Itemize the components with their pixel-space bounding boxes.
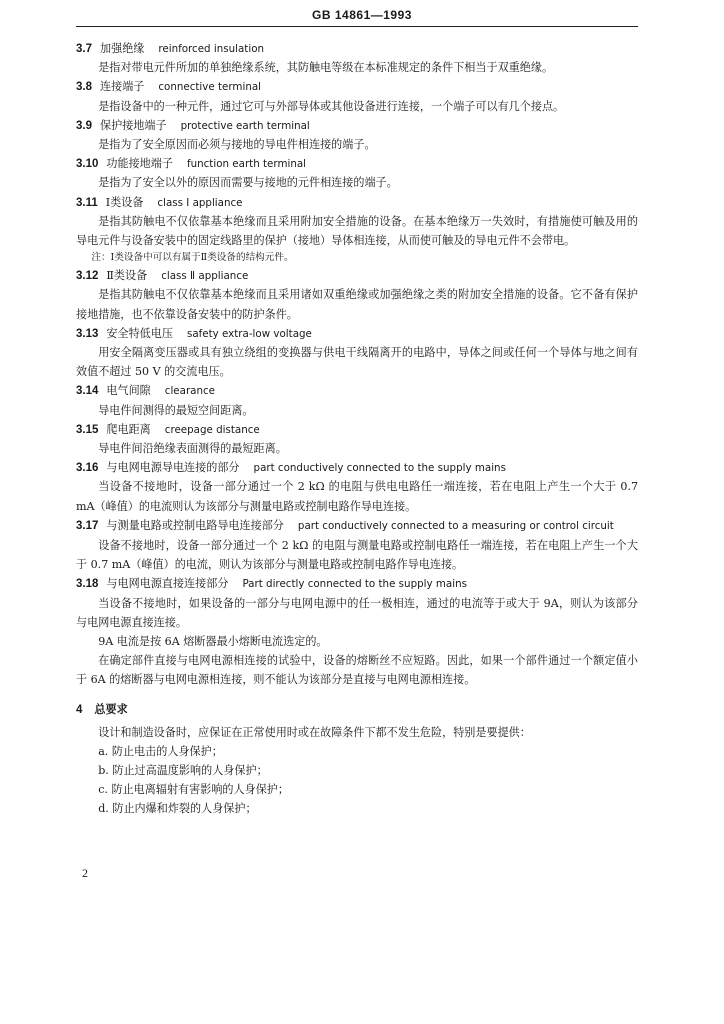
term-en: connective terminal (158, 81, 262, 94)
clause-number: 3.18 (76, 578, 99, 591)
term-en: creepage distance (164, 423, 260, 436)
section-intro: 设计和制造设备时，应保证在正常使用时或在故障条件下都不发生危险，特别是要提供： (98, 725, 531, 739)
term-en: part conductively connected to a measuring or control circuit (297, 519, 614, 532)
definition-heading (76, 420, 638, 439)
term-cn: 保护接地端子 (100, 118, 167, 132)
definition-heading (76, 574, 638, 593)
definition-text: 9A 电流是按 6A 熔断器最小熔断电流选定的。 (98, 634, 328, 648)
page-number: 2 (82, 866, 88, 880)
term-cn: 与测量电路或控制电路导电连接部分 (106, 518, 284, 532)
term-en: reinforced insulation (158, 43, 265, 55)
list-item-text: 防止内爆和炸裂的人身保护； (112, 802, 257, 816)
definition-text: 当设备不接地时，如果设备的一部分与电网电源中的任一极相连，通过的电流等于或大于 9A，则认为该部分与电网电源直接连接。 (76, 596, 638, 629)
definition-heading (76, 77, 638, 96)
clause-number: 3.16 (76, 462, 99, 475)
list-item-label: a. (98, 744, 109, 758)
list-item-text: 防止电离辐射有害影响的人身保护； (111, 783, 289, 797)
clause-number: 3.14 (76, 385, 99, 398)
section-title: 总要求 (94, 702, 128, 716)
clause-number: 3.12 (76, 270, 99, 283)
definition-heading (76, 381, 638, 400)
list-item (76, 761, 638, 780)
requirement-list (76, 742, 638, 819)
page-body (76, 39, 638, 819)
definition-heading (76, 39, 638, 58)
definition-heading (76, 116, 638, 135)
term-en: clearance (164, 385, 216, 398)
definition-text: 当设备不接地时，设备一部分通过一个 2 kΩ 的电阻与供电电路任一端连接，若在电阻上产生一个大于 0.7 mA（峰值）的电流则认为该部分与测量电路或控制电路作导电连接。 (76, 480, 638, 513)
term-en: part conductively connected to the supply mains (253, 462, 506, 475)
list-item-label: d. (98, 802, 109, 816)
definition-heading (76, 324, 638, 343)
definition-heading (76, 154, 638, 173)
term-en: Part directly connected to the supply mains (242, 578, 467, 591)
term-cn: 与电网电源直接连接部分 (106, 577, 229, 591)
term-cn: Ⅰ类设备 (105, 195, 144, 209)
term-cn: 爬电距离 (106, 422, 151, 436)
definition-heading (76, 266, 638, 285)
term-en: safety extra-low voltage (186, 327, 312, 340)
list-item (76, 742, 638, 761)
definition-text: 设备不接地时，设备一部分通过一个 2 kΩ 的电阻与测量电路或控制电路任一端连接，若在电阻上产生一个大于 0.7 mA（峰值）的电流，则认为该部分与测量电路或控制电路作导电连接。 (76, 538, 638, 572)
definition-text: 是指设备中的一种元件，通过它可与外部导体或其他设备进行连接，一个端子可以有几个接点。 (98, 99, 565, 113)
section-gap (76, 690, 638, 700)
term-en: protective earth terminal (180, 119, 310, 132)
header-rule (76, 26, 638, 27)
definition-text: 是指为了安全以外的原因而需要与接地的元件相连接的端子。 (98, 176, 398, 190)
list-item-text: 防止电击的人身保护； (111, 744, 223, 758)
section-heading (76, 700, 638, 719)
term-cn: 电气间隙 (106, 384, 151, 398)
term-cn: Ⅱ类设备 (106, 269, 148, 283)
clause-number: 3.9 (76, 119, 92, 132)
term-cn: 加强绝缘 (100, 42, 145, 55)
definition-text: 导电件间沿绝缘表面测得的最短距离。 (98, 441, 287, 455)
definition-text: 在确定部件直接与电网电源相连接的试验中，设备的熔断丝不应短路。因此，如果一个部件通过一个额定值小于 6A 的熔断器与电网电源相连接，则不能认为该部分是直接与电网电源相连接。 (76, 654, 638, 687)
clause-number: 3.17 (76, 519, 99, 532)
definition-note: 注：Ⅰ类设备中可以有属于Ⅱ类设备的结构元件。 (91, 252, 294, 264)
definition-heading (76, 516, 638, 536)
definition-heading (76, 458, 638, 477)
term-en: function earth terminal (186, 158, 307, 171)
definition-heading (76, 193, 638, 212)
list-item-text: 防止过高温度影响的人身保护； (112, 764, 268, 778)
definition-text: 是指其防触电不仅依靠基本绝缘而且采用附加安全措施的设备。在基本绝缘万一失效时，有措施使可触及用的导电元件与设备安装中的固定线路里的保护（接地）导体相连接，从而使可触及的导电元件不会带电。 (76, 214, 638, 247)
definition-text: 用安全隔离变压器或具有独立绕组的变换器与供电干线隔离开的电路中，导体之间或任何一个导体与地之间有效值不超过 50 V 的交流电压。 (76, 345, 638, 379)
definition-text: 导电件间测得的最短空间距离。 (98, 403, 254, 417)
term-en: class Ⅱ appliance (161, 270, 249, 283)
page-header-standard-number: GB 14861—1993 (312, 8, 412, 22)
definition-text: 是指为了安全原因而必须与接地的导电件相连接的端子。 (98, 137, 376, 151)
clause-number: 3.15 (76, 423, 99, 436)
list-item-label: c. (98, 783, 108, 797)
clause-number: 3.8 (76, 81, 92, 94)
term-en: class Ⅰ appliance (157, 196, 243, 209)
clause-number: 3.10 (76, 158, 99, 171)
clause-number: 3.13 (76, 327, 99, 340)
list-item-label: b. (98, 764, 109, 778)
term-cn: 功能接地端子 (106, 157, 173, 171)
definition-text: 是指其防触电不仅依靠基本绝缘而且采用诸如双重绝缘或加强绝缘之类的附加安全措施的设备。它不备有保护接地措施，也不依靠设备安装中的防护条件。 (76, 288, 638, 321)
term-cn: 连接端子 (100, 80, 145, 94)
clause-number: 3.7 (76, 43, 92, 55)
term-cn: 与电网电源导电连接的部分 (106, 461, 240, 475)
definition-text: 是指对带电元件所加的单独绝缘系统，其防触电等级在本标准规定的条件下相当于双重绝缘。 (98, 61, 554, 75)
clause-number: 3.11 (76, 196, 98, 209)
list-item (76, 799, 638, 818)
list-item (76, 780, 638, 799)
term-cn: 安全特低电压 (106, 326, 173, 340)
section-number: 4 (76, 703, 83, 716)
